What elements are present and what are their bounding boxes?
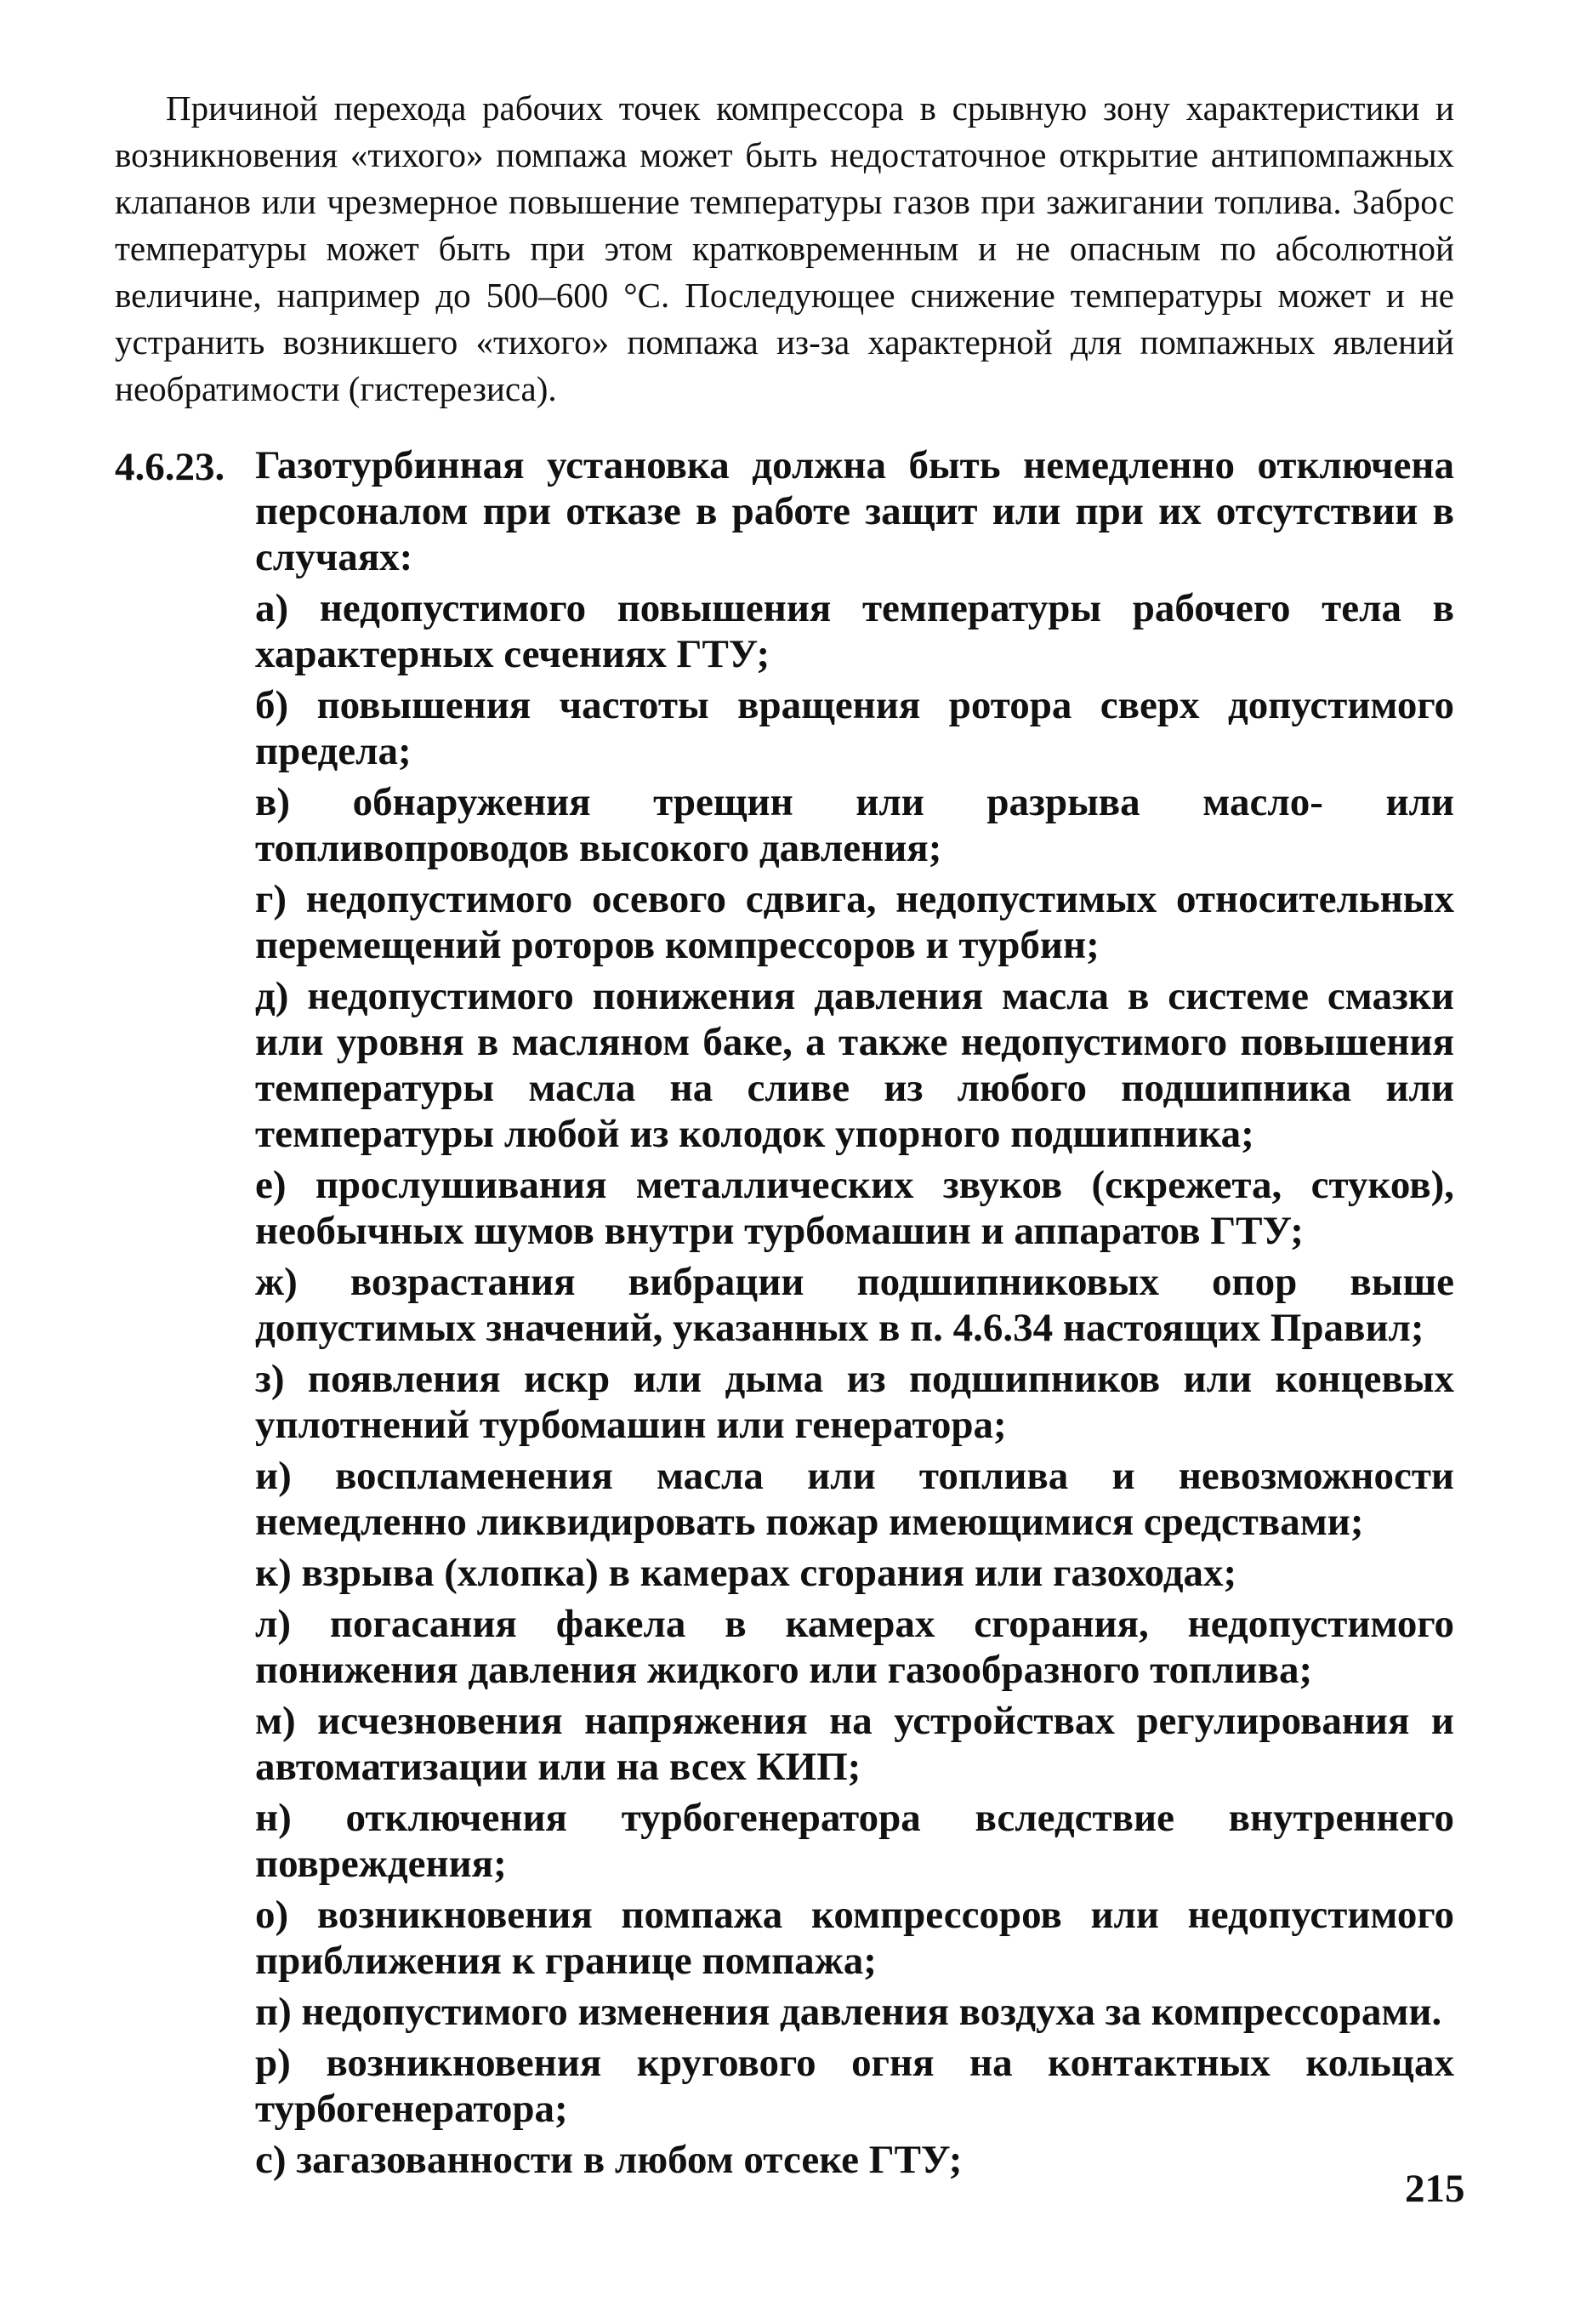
list-item: ж) возрастания вибрации подшипниковых опор выше допустимых значений, указанных в п. 4.6.34 настоящих Правил;	[255, 1260, 1454, 1350]
list-item: м) исчезновения напряжения на устройствах регулирования и автоматизации или на всех КИП;	[255, 1699, 1454, 1789]
list-item: и) воспламенения масла или топлива и невозможности немедленно ликвидировать пожар имеющимися средствами;	[255, 1454, 1454, 1544]
page-number: 215	[1405, 2167, 1465, 2211]
section-title: Газотурбинная установка должна быть немедленно отключена персоналом при отказе в работе защит или при их отсутствии в случаях:	[255, 443, 1454, 579]
section-number: 4.6.23.	[115, 445, 225, 489]
intro-paragraph: Причиной перехода рабочих точек компрессора в срывную зону характеристики и возникновения «тихого» помпажа может быть недостаточное открытие антипомпажных клапанов или чрезмерное повышение температуры газов при зажигании топлива. Заброс температуры может быть при этом кратковременным и не опасным по абсолютной величине, например до 500–600 °С. Последующее снижение температуры может и не устранить возникшего «тихого» помпажа из-за характерной для помпажных явлений необратимости (гистерезиса).	[115, 88, 1454, 408]
section-body	[255, 442, 1454, 2183]
list-item: в) обнаружения трещин или разрыва масло- или топливопроводов высокого давления;	[255, 780, 1454, 870]
list-item: к) взрыва (хлопка) в камерах сгорания или газоходах;	[255, 1551, 1237, 1595]
list-item: н) отключения турбогенератора вследствие внутреннего повреждения;	[255, 1796, 1454, 1886]
list-item: с) загазованности в любом отсеке ГТУ;	[255, 2138, 963, 2182]
condition-list	[255, 585, 1454, 2183]
list-item: а) недопустимого повышения температуры рабочего тела в характерных сечениях ГТУ;	[255, 586, 1454, 676]
list-item: д) недопустимого понижения давления масла в системе смазки или уровня в масляном баке, а также недопустимого повышения температуры масла на сливе из любого подшипника или температуры любой из колодок упорного подшипника;	[255, 974, 1454, 1156]
list-item: о) возникновения помпажа компрессоров или недопустимого приближения к границе помпажа;	[255, 1893, 1454, 1983]
list-item: е) прослушивания металлических звуков (скрежета, стуков), необычных шумов внутри турбомашин и аппаратов ГТУ;	[255, 1163, 1454, 1253]
section-4-6-23	[115, 442, 1454, 2188]
list-item: б) повышения частоты вращения ротора сверх допустимого предела;	[255, 683, 1454, 773]
list-item: з) появления искр или дыма из подшипников или концевых уплотнений турбомашин или генератора;	[255, 1357, 1454, 1447]
list-item: л) погасания факела в камерах сгорания, недопустимого понижения давления жидкого или газообразного топлива;	[255, 1602, 1454, 1692]
list-item: п) недопустимого изменения давления воздуха за компрессорами.	[255, 1990, 1442, 2034]
list-item: г) недопустимого осевого сдвига, недопустимых относительных перемещений роторов компрессоров и турбин;	[255, 877, 1454, 967]
list-item: р) возникновения кругового огня на контактных кольцах турбогенератора;	[255, 2041, 1454, 2131]
